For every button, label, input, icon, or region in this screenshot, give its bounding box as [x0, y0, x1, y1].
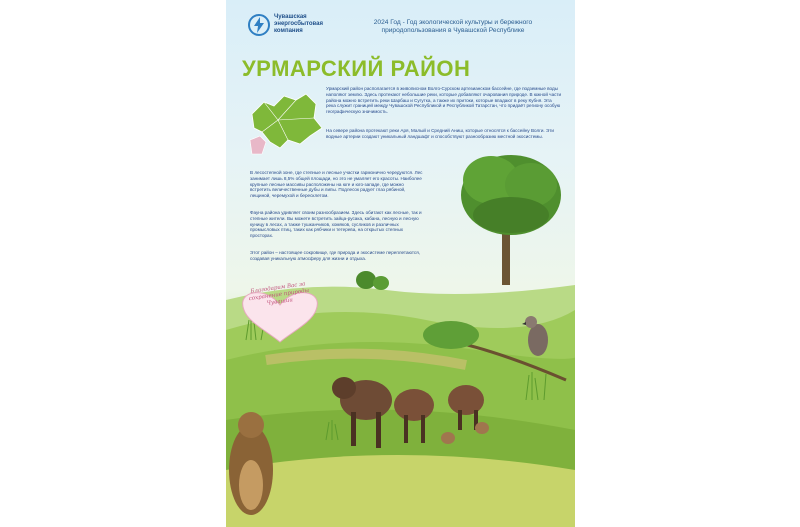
- page-title: УРМАРСКИЙ РАЙОН: [242, 56, 471, 81]
- poster: [226, 0, 575, 527]
- description-paragraph: Урмарский район располагается в живописном Волго-Сурском артезианском бассейне, где подземные воды наполяют землю. Здесь протекают небольшие реки, которые добавляют очарования природе. В южной части района можно встретить реки Шарбаш и Сугутка, а также их притоки, которые впадают в реку Кубня. Эта река служит границей между Чувашской Республикой и Республикой Татарстан, что придаёт региону особую географическую значимость.: [326, 86, 562, 115]
- forest-paragraph: В лесостепной зоне, где степные и лесные участки гармонично чередуются. Лес занимает лишь 8,5% общей площади, но это не умаляет его красоты. Наиболее крупные лесные массивы расположены на юге и юго-западе, где можно встретить величественные дубы и липы. Подлесок радует глаз рябиной, лещиной, черемухой и бересклетом.: [250, 170, 423, 199]
- poster-header: [226, 0, 575, 48]
- company-name: Чувашская энергосбытовая компания: [274, 14, 324, 34]
- closing-paragraph: Этот район – настоящее сокровище, где природа и экосистеме переплетаются, создавая уникальную атмосферу для жизни и отдыха.: [250, 250, 420, 261]
- lightning-logo-icon: [248, 14, 270, 36]
- oak-tree-illustration: [461, 155, 561, 285]
- year-title: 2024 Год - Год экологической культуры и бережного природопользования в Чувашской Республике: [373, 19, 533, 34]
- fauna-paragraph: Фауна района удивляет своим разнообразием. Здесь обитают как лесные, так и степные жители. Вы можете встретить зайца-русака, кабана, лесную и лесную куницу в лесах, а также тушканчиков, хомяков, сусликов и различных промысловых птиц, таких как рябчики и тетерева, на открытых степных просторах.: [250, 210, 422, 239]
- region-map-illustration: [244, 84, 336, 170]
- rivers-paragraph: На севере района протекают реки Аря, Малый и Средний Аниш, которые относятся к бассейну Волги. Эти водные артерии создают уникальный ландшафт и способствуют разнообразию местной экосистемы.: [326, 128, 554, 139]
- heart-message: Благодарим Вас за сохранение природы Чувашии: [248, 281, 310, 307]
